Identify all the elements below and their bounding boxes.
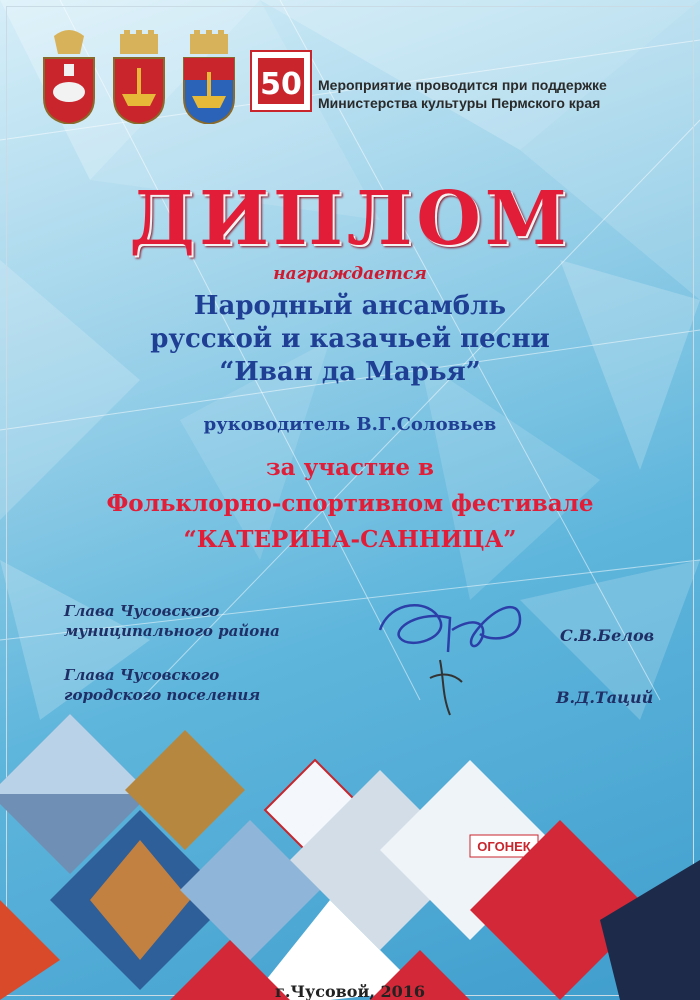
festival-name: “КАТЕРИНА-САННИЦА”	[183, 526, 517, 553]
support-line-1: Мероприятие проводится при поддержке	[318, 77, 607, 93]
participation-line-2: Фольклорно-спортивном фестивале	[106, 490, 594, 517]
district-head-line-2: муниципального района	[64, 622, 280, 640]
support-statement	[318, 76, 688, 112]
city-head-name: В.Д.Таций	[556, 688, 654, 707]
district-head-line-1: Глава Чусовского	[64, 602, 220, 620]
svg-text:50: 50	[260, 67, 302, 102]
chusovoy-city-coat-of-arms-icon	[180, 28, 238, 124]
district-head-name: С.В.Белов	[560, 626, 655, 645]
recipient-line-3: “Иван да Марья”	[219, 357, 481, 387]
participation-line-1: за участие в	[266, 454, 434, 481]
awarded-label: награждается	[273, 264, 427, 284]
recipient-name	[0, 290, 700, 389]
district-head-title	[64, 601, 280, 641]
participation-statement	[0, 450, 700, 558]
recipient-line-2: русской и казачьей песни	[150, 324, 550, 354]
ogonek-banner-text: ОГОНЕК	[477, 839, 531, 854]
place-and-year: г.Чусовой, 2016	[275, 982, 425, 1000]
leader-line: руководитель В.Г.Соловьев	[203, 414, 497, 435]
city-head-line-1: Глава Чусовского	[64, 666, 220, 684]
anniversary-50-logo-icon	[250, 50, 312, 112]
city-head-title	[64, 665, 260, 705]
emblem-row	[40, 28, 312, 124]
recipient-line-1: Народный ансамбль	[193, 291, 507, 321]
perm-krai-coat-of-arms-icon	[40, 28, 98, 124]
support-line-2: Министерства культуры Пермского края	[318, 95, 601, 111]
chusovoy-district-coat-of-arms-icon	[110, 28, 168, 124]
diploma-title: ДИПЛОМ	[129, 176, 571, 262]
photo-collage	[0, 700, 700, 1000]
city-head-line-2: городского поселения	[64, 686, 261, 704]
